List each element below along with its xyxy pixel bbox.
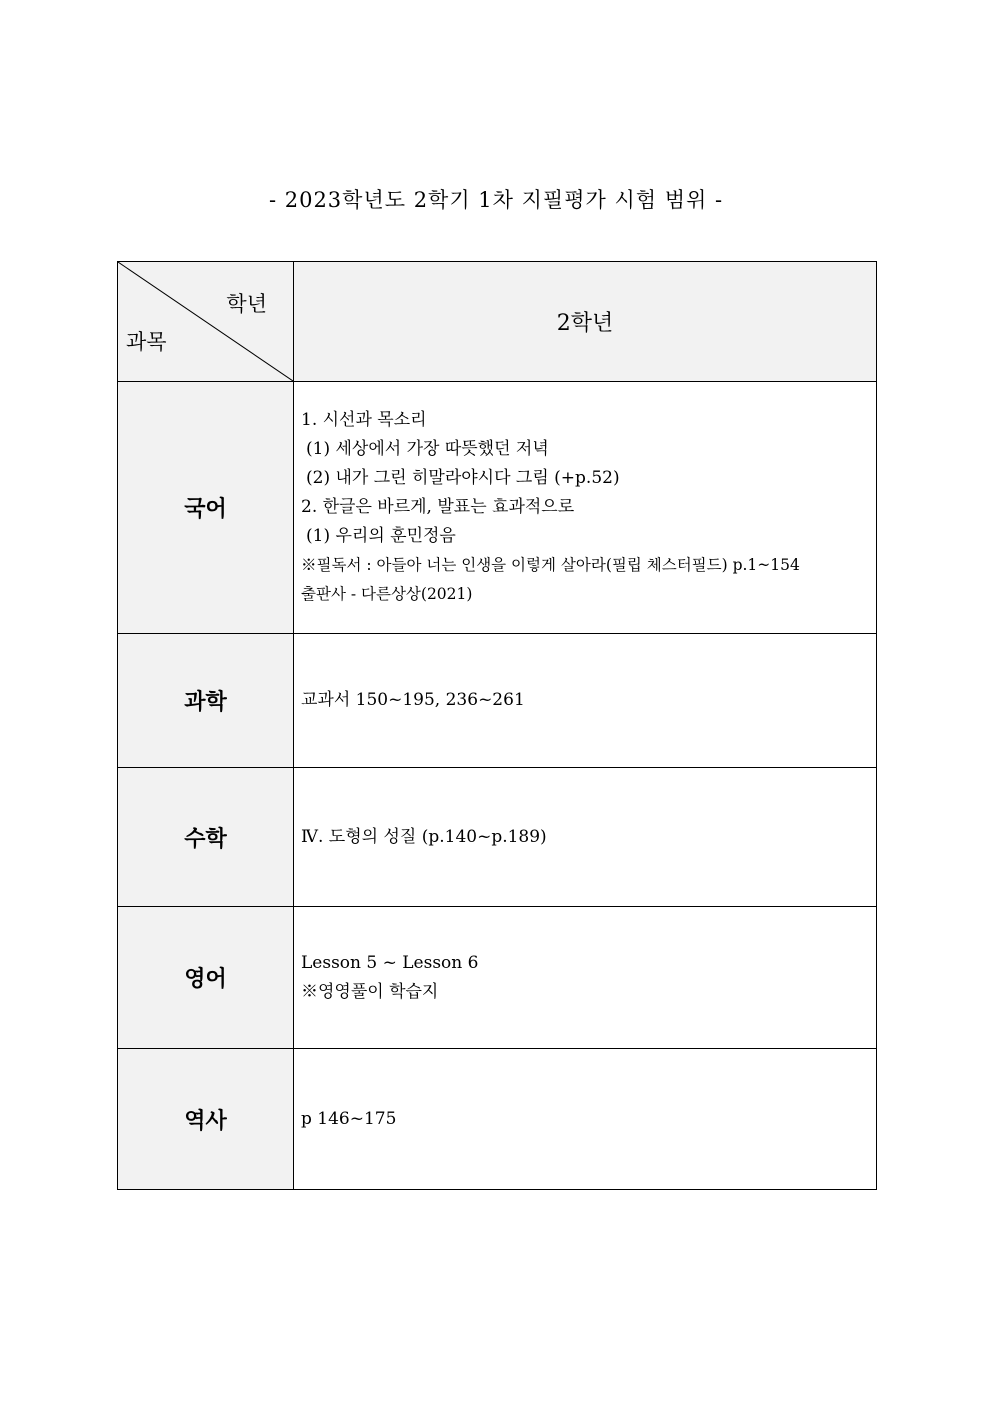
table-header-row xyxy=(118,262,877,382)
subject-cell-math: 수학 xyxy=(118,768,294,907)
subject-cell-english: 영어 xyxy=(118,907,294,1049)
range-cell-english xyxy=(294,907,877,1049)
diagonal-header-cell xyxy=(118,262,294,382)
diagonal-line xyxy=(118,262,293,381)
range-line: 1. 시선과 목소리 xyxy=(301,410,427,430)
subject-cell-korean: 국어 xyxy=(118,382,294,634)
range-cell-science xyxy=(294,634,877,768)
grade-header: 2학년 xyxy=(294,262,877,382)
subject-cell-history: 역사 xyxy=(118,1049,294,1190)
range-line: 출판사 - 다른상상(2021) xyxy=(301,585,473,603)
range-cell-math xyxy=(294,768,877,907)
range-line: Ⅳ. 도형의 성질 (p.140~p.189) xyxy=(301,826,547,847)
page-title: - 2023학년도 2학기 1차 지필평가 시험 범위 - xyxy=(268,188,724,212)
range-line: (1) 우리의 훈민정음 xyxy=(306,526,456,546)
range-line: 2. 한글은 바르게, 발표는 효과적으로 xyxy=(301,497,575,517)
corner-label-subject: 과목 xyxy=(126,330,167,354)
corner-label-grade: 학년 xyxy=(226,292,267,316)
range-line: ※영영풀이 학습지 xyxy=(301,981,439,1002)
range-line: ※필독서 : 아들아 너는 인생을 이렇게 살아라(필립 체스터필드) p.1~154 xyxy=(301,556,800,574)
table-row xyxy=(118,907,877,1049)
table-row xyxy=(118,634,877,768)
range-cell-history xyxy=(294,1049,877,1190)
table-row xyxy=(118,768,877,907)
range-line: (2) 내가 그린 히말라야시다 그림 (+p.52) xyxy=(306,468,620,488)
range-line: p 146~175 xyxy=(301,1108,397,1129)
range-cell-korean xyxy=(294,382,877,634)
subject-cell-science: 과학 xyxy=(118,634,294,768)
exam-range-table xyxy=(117,261,877,1190)
table-row xyxy=(118,1049,877,1190)
table-row xyxy=(118,382,877,634)
range-line: (1) 세상에서 가장 따뜻했던 저녁 xyxy=(306,439,549,459)
range-line: Lesson 5 ~ Lesson 6 xyxy=(301,952,479,973)
range-line: 교과서 150~195, 236~261 xyxy=(301,690,525,710)
